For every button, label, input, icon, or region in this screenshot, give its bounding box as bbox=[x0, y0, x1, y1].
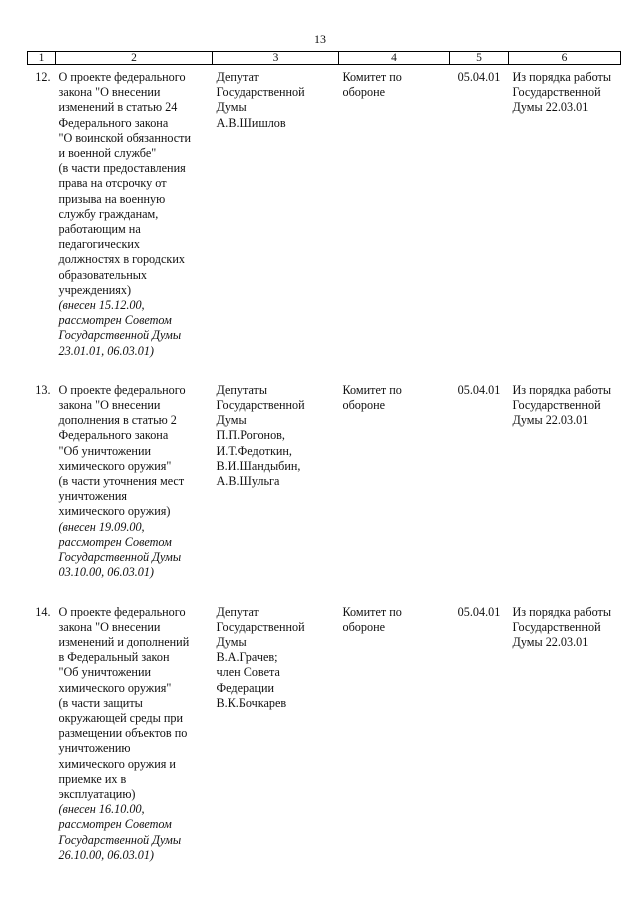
remark-cell bbox=[509, 383, 621, 581]
bill-status-note: (внесен 15.12.00, bbox=[58, 298, 145, 313]
author-line: А.В.Шишлов bbox=[216, 115, 286, 130]
bill-title-line: изменений в статью 24 bbox=[58, 100, 178, 115]
bill-title-line: химического оружия" bbox=[58, 680, 172, 695]
author-line: член Совета bbox=[216, 665, 280, 680]
committee-cell bbox=[339, 65, 450, 359]
remark-line: Из порядка работы bbox=[512, 70, 612, 84]
bill-title-cell bbox=[56, 383, 213, 581]
bill-title-line: окружающей среды при bbox=[58, 710, 184, 725]
committee-line: обороне bbox=[342, 85, 386, 100]
bill-title-line: должностях в городских bbox=[58, 252, 185, 267]
author-line: Депутат bbox=[216, 604, 259, 619]
bill-title-line: и военной службе" bbox=[58, 146, 157, 161]
bill-title-line: "Об уничтожении bbox=[58, 665, 151, 680]
header-col-5: 5 bbox=[450, 52, 509, 65]
bill-title-cell bbox=[56, 65, 213, 359]
bill-title-line: О проекте федерального bbox=[58, 604, 186, 619]
bill-status-note: рассмотрен Советом bbox=[58, 817, 172, 832]
remark-line: Из порядка работы bbox=[512, 604, 612, 619]
bill-title-line: О проекте федерального bbox=[58, 70, 186, 84]
bill-title-line: работающим на bbox=[58, 222, 141, 237]
bill-title-line: уничтожению bbox=[58, 741, 131, 756]
remark-line: Думы 22.03.01 bbox=[512, 634, 589, 649]
bill-title-line: (в части уточнения мест bbox=[58, 474, 185, 489]
bill-title-line: Федерального закона bbox=[58, 115, 169, 130]
author-line: Федерации bbox=[216, 680, 275, 695]
bill-status-note: Государственной Думы bbox=[58, 328, 182, 343]
header-col-2: 2 bbox=[56, 52, 213, 65]
bill-title-line: приемке их в bbox=[58, 771, 127, 786]
bill-status-note: (внесен 16.10.00, bbox=[58, 802, 145, 817]
bill-status-note: рассмотрен Советом bbox=[58, 534, 172, 549]
row-number: 12. bbox=[35, 70, 51, 84]
date-cell: 05.04.01 bbox=[457, 604, 501, 619]
bill-status-note: 03.10.00, 06.03.01) bbox=[58, 565, 154, 580]
remark-line: Из порядка работы bbox=[512, 382, 612, 397]
committee-line: обороне bbox=[342, 619, 386, 634]
bill-status-note: Государственной Думы bbox=[58, 550, 182, 565]
header-row bbox=[28, 52, 621, 65]
author-line: Государственной bbox=[216, 85, 305, 100]
bill-title-line: закона "О внесении bbox=[58, 619, 161, 634]
bill-title-line: права на отсрочку от bbox=[58, 176, 167, 191]
author-line: Думы bbox=[216, 413, 247, 428]
table-body bbox=[28, 65, 621, 863]
bill-title-line: "О воинской обязанности bbox=[58, 130, 192, 145]
header-col-4: 4 bbox=[339, 52, 450, 65]
remark-line: Думы 22.03.01 bbox=[512, 413, 589, 428]
bill-status-note: рассмотрен Советом bbox=[58, 313, 172, 328]
bill-title-line: дополнения в статью 2 bbox=[58, 413, 177, 428]
author-line: И.Т.Федоткин, bbox=[216, 443, 292, 458]
author-line: А.В.Шульга bbox=[216, 474, 280, 489]
remark-line: Государственной bbox=[512, 619, 601, 634]
bill-title-line: химического оружия" bbox=[58, 458, 172, 473]
header-col-3: 3 bbox=[213, 52, 339, 65]
author-line: Государственной bbox=[216, 398, 305, 413]
bill-title-line: образовательных bbox=[58, 267, 148, 282]
author-line: Государственной bbox=[216, 619, 305, 634]
row-spacer bbox=[28, 581, 621, 605]
bill-title-line: (в части предоставления bbox=[58, 161, 186, 176]
header-col-6: 6 bbox=[509, 52, 621, 65]
bill-title-line: О проекте федерального bbox=[58, 382, 186, 397]
remark-line: Государственной bbox=[512, 85, 601, 100]
committee-line: обороне bbox=[342, 398, 386, 413]
author-cell bbox=[213, 605, 339, 863]
author-cell bbox=[213, 383, 339, 581]
table-row bbox=[28, 65, 621, 359]
bill-title-cell bbox=[56, 605, 213, 863]
bill-title-line: (в части защиты bbox=[58, 695, 143, 710]
bill-title-line: химического оружия) bbox=[58, 504, 171, 519]
bill-title-line: закона "О внесении bbox=[58, 85, 161, 100]
date-cell: 05.04.01 bbox=[457, 70, 501, 84]
bill-status-note: Государственной Думы bbox=[58, 832, 182, 847]
row-spacer bbox=[28, 359, 621, 383]
date-cell: 05.04.01 bbox=[457, 382, 501, 397]
author-line: В.А.Грачев; bbox=[216, 650, 278, 665]
bill-title-line: в Федеральный закон bbox=[58, 650, 170, 665]
bill-title-line: эксплуатацию) bbox=[58, 786, 136, 801]
bill-title-line: службу гражданам, bbox=[58, 206, 159, 221]
committee-line: Комитет по bbox=[342, 382, 402, 397]
author-line: Думы bbox=[216, 100, 247, 115]
bill-title-line: уничтожения bbox=[58, 489, 128, 504]
table-row bbox=[28, 383, 621, 581]
bill-title-line: закона "О внесении bbox=[58, 398, 161, 413]
table-row bbox=[28, 605, 621, 863]
row-number: 13. bbox=[35, 382, 51, 397]
remark-line: Государственной bbox=[512, 398, 601, 413]
bill-status-note: (внесен 19.09.00, bbox=[58, 519, 145, 534]
bill-status-note: 26.10.00, 06.03.01) bbox=[58, 847, 154, 862]
bill-title-line: изменений и дополнений bbox=[58, 634, 190, 649]
remark-cell bbox=[509, 65, 621, 359]
author-cell bbox=[213, 65, 339, 359]
header-col-1: 1 bbox=[28, 52, 56, 65]
committee-cell bbox=[339, 605, 450, 863]
bill-title-line: химического оружия и bbox=[58, 756, 176, 771]
bill-status-note: 23.01.01, 06.03.01) bbox=[58, 343, 154, 358]
committee-line: Комитет по bbox=[342, 604, 402, 619]
author-line: Депутат bbox=[216, 70, 259, 84]
remark-line: Думы 22.03.01 bbox=[512, 100, 589, 115]
bill-title-line: учреждениях) bbox=[58, 282, 132, 297]
agenda-table bbox=[27, 51, 621, 863]
author-line: Думы bbox=[216, 634, 247, 649]
bill-title-line: "Об уничтожении bbox=[58, 443, 151, 458]
bill-title-line: призыва на военную bbox=[58, 191, 166, 206]
committee-cell bbox=[339, 383, 450, 581]
author-line: Депутаты bbox=[216, 382, 268, 397]
bill-title-line: размещении объектов по bbox=[58, 726, 188, 741]
author-line: П.П.Рогонов, bbox=[216, 428, 285, 443]
page-number: 13 bbox=[314, 32, 326, 46]
author-line: В.И.Шандыбин, bbox=[216, 458, 301, 473]
bill-title-line: педагогических bbox=[58, 237, 140, 252]
author-line: В.К.Бочкарев bbox=[216, 695, 287, 710]
bill-title-line: Федерального закона bbox=[58, 428, 169, 443]
remark-cell bbox=[509, 605, 621, 863]
committee-line: Комитет по bbox=[342, 70, 402, 84]
row-number: 14. bbox=[35, 604, 51, 619]
